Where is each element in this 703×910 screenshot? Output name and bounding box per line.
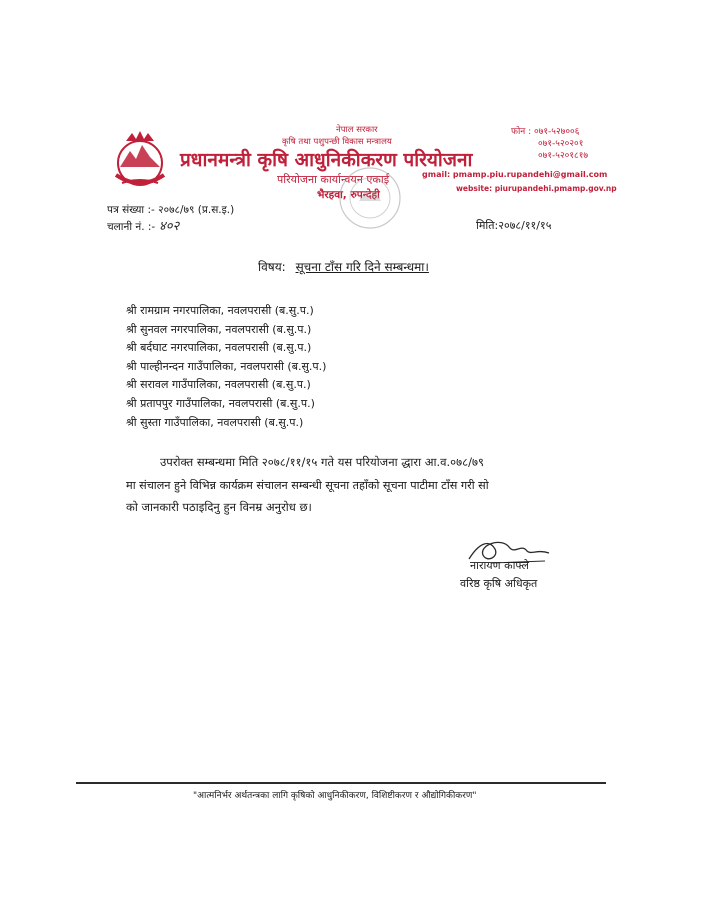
subject-line	[258, 258, 429, 275]
location: भैरहवा, रुपन्देही	[317, 189, 380, 201]
letter-number: पत्र संख्या :- २०७८/७९ (प्र.स.इ.)	[107, 204, 235, 216]
recipient-item: श्री सुस्ता गाउँपालिका, नवलपरासी (ब.सु.प.)	[126, 415, 304, 429]
recipient-item: श्री पाल्हीनन्दन गाउँपालिका, नवलपरासी (ब.सु.प.)	[126, 359, 327, 373]
recipient-item: श्री प्रतापपुर गाउँपालिका, नवलपरासी (ब.सु.प.)	[126, 396, 315, 410]
gov-line-1: नेपाल सरकार	[336, 125, 378, 135]
body-line-3: को जानकारी पठाइदिनु हुन विनम्र अनुरोध छ।	[126, 500, 312, 514]
project-title: प्रधानमन्त्री कृषि आधुनिकीकरण परियोजना	[180, 149, 473, 171]
website-text: website: piurupandehi.pmamp.gov.np	[456, 184, 617, 193]
footer-divider	[76, 782, 606, 784]
signatory-designation: वरिष्ठ कृषि अधिकृत	[460, 577, 538, 590]
recipient-item: श्री सुनवल नगरपालिका, नवलपरासी (ब.सु.प.)	[126, 322, 312, 336]
subject-label: विषय:	[258, 260, 286, 274]
dispatch-number-value: ४०२	[159, 219, 180, 234]
office-stamp-icon	[337, 165, 403, 231]
subject-text: सूचना टाँस गरि दिने सम्बन्धमा।	[295, 260, 429, 274]
recipient-list	[126, 302, 326, 432]
recipient-item: श्री बर्दघाट नगरपालिका, नवलपरासी (ब.सु.प.)	[126, 341, 312, 355]
phone-1: फोन : ०७१-५२७००६	[511, 127, 580, 137]
body-line-2: मा संचालन हुने विभिन्न कार्यक्रम संचालन सम्बन्धी सूचना तहाँको सूचना पाटीमा टाँस गरी सो	[126, 479, 489, 492]
nepal-government-emblem-icon	[108, 127, 172, 195]
recipient-item: श्री रामग्राम नगरपालिका, नवलपरासी (ब.सु.प.)	[126, 304, 314, 317]
phone-2: ०७१-५२०२०१	[538, 139, 584, 149]
body-line-1: उपरोक्त सम्बन्धमा मिति २०७८/११/१५ गते यस परियोजना द्धारा आ.व.०७८/७९	[160, 455, 484, 469]
footer-slogan: "आत्मनिर्भर अर्थतन्त्रका लागि कृषिको आधुनिकीकरण, विशिष्टीकरण र औद्योगिकीकरण"	[193, 791, 477, 801]
email-text: gmail: pmamp.piu.rupandehi@gmail.com	[422, 170, 608, 179]
recipient-item: श्री सरावल गाउँपालिका, नवलपरासी (ब.सु.प.)	[126, 378, 311, 392]
gov-line-2: कृषि तथा पशुपन्छी विकास मन्त्रालय	[282, 137, 392, 147]
unit-name: परियोजना कार्यान्वयन एकाई	[277, 173, 390, 186]
phone-3: ०७१-५२०१८१७	[538, 151, 589, 161]
signatory-name: नारायण काफ्ले	[470, 559, 529, 572]
dispatch-number-label: चलानी नं. :-	[107, 221, 156, 233]
letter-date: मिति:२०७८/११/१५	[476, 219, 552, 232]
